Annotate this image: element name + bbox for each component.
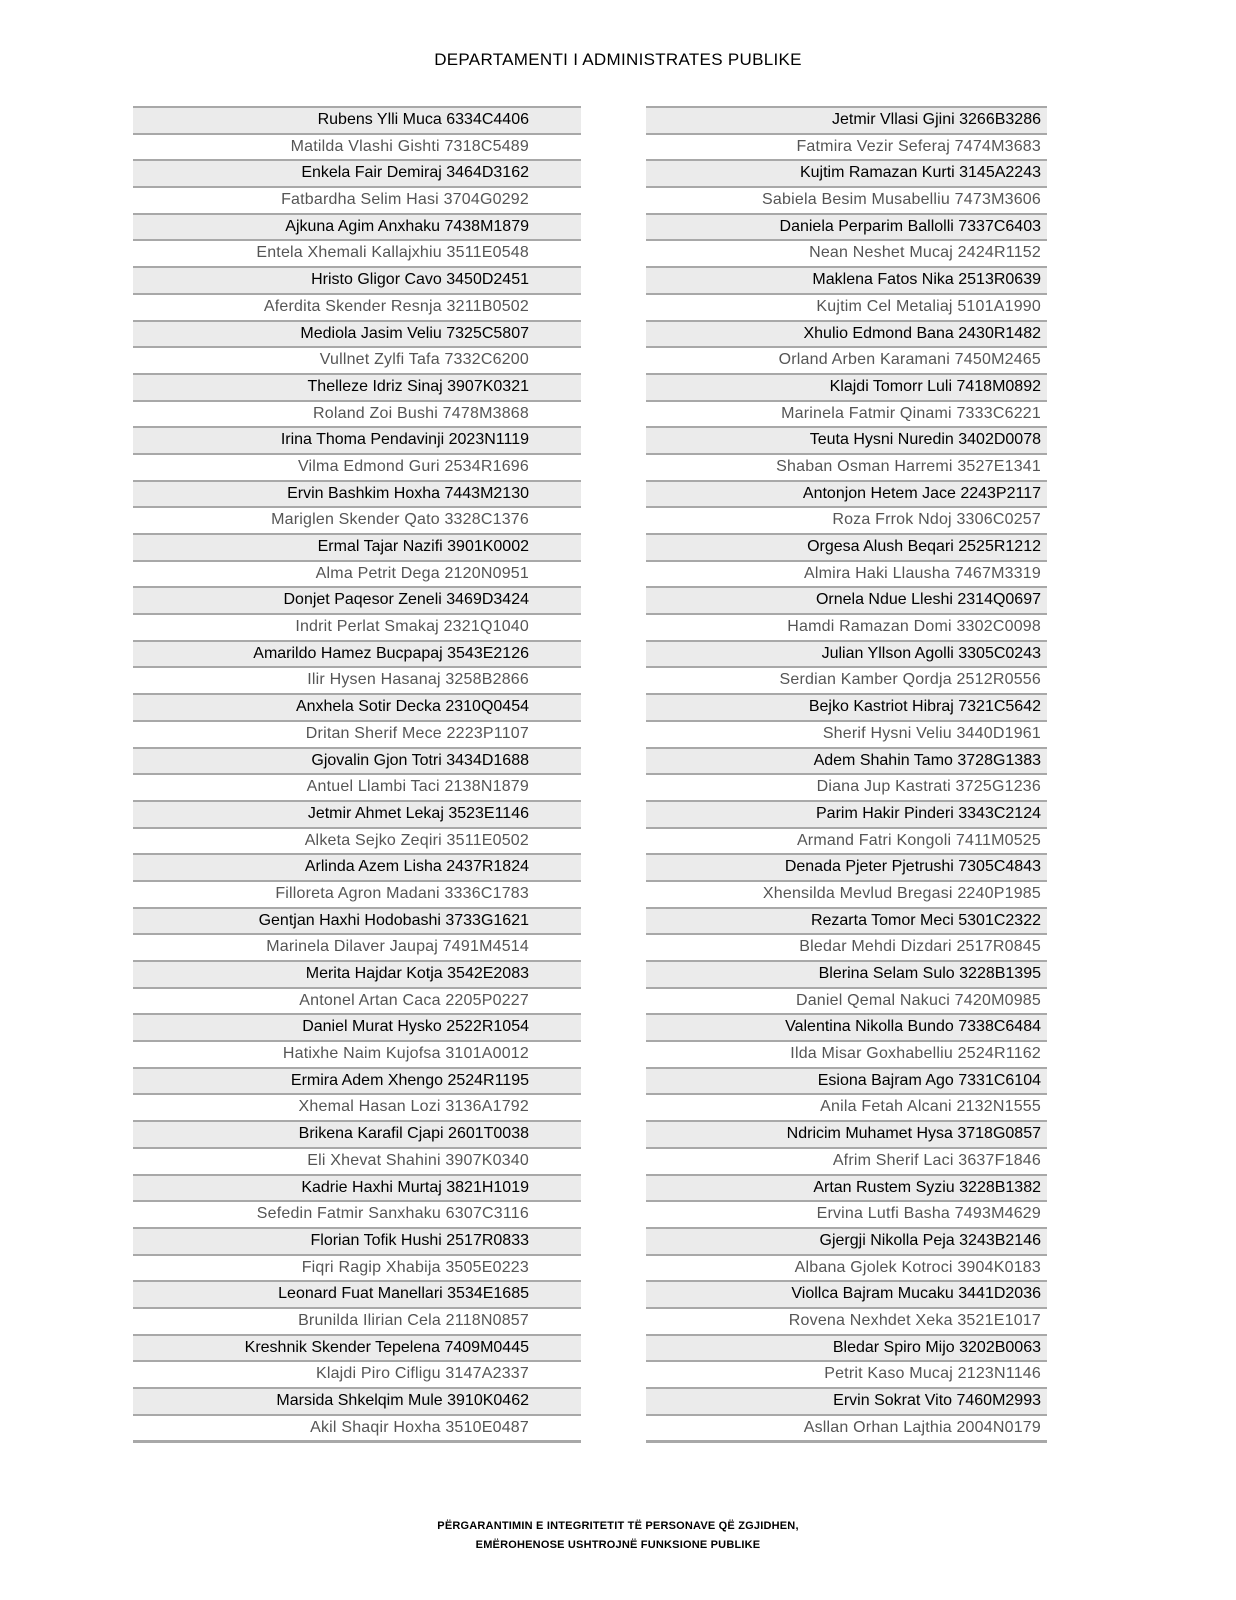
list-item: Shaban Osman Harremi 3527E1341 [646,453,1047,480]
list-item: Antonjon Hetem Jace 2243P2117 [646,480,1047,507]
list-item: Fiqri Ragip Xhabija 3505E0223 [133,1254,581,1281]
list-item: Antuel Llambi Taci 2138N1879 [133,773,581,800]
list-item: Fatbardha Selim Hasi 3704G0292 [133,186,581,213]
list-item: Klajdi Tomorr Luli 7418M0892 [646,373,1047,400]
list-item: Ndricim Muhamet Hysa 3718G0857 [646,1120,1047,1147]
list-item: Matilda Vlashi Gishti 7318C5489 [133,133,581,160]
list-item: Donjet Paqesor Zeneli 3469D3424 [133,586,581,613]
list-item: Gjergji Nikolla Peja 3243B2146 [646,1227,1047,1254]
list-item: Sherif Hysni Veliu 3440D1961 [646,720,1047,747]
list-item: Sefedin Fatmir Sanxhaku 6307C3116 [133,1200,581,1227]
list-item: Hristo Gligor Cavo 3450D2451 [133,266,581,293]
list-item: Aferdita Skender Resnja 3211B0502 [133,293,581,320]
list-item: Eli Xhevat Shahini 3907K0340 [133,1147,581,1174]
list-item: Ermal Tajar Nazifi 3901K0002 [133,533,581,560]
list-item: Bledar Spiro Mijo 3202B0063 [646,1334,1047,1361]
list-item: Kreshnik Skender Tepelena 7409M0445 [133,1334,581,1361]
page-title: DEPARTAMENTI I ADMINISTRATES PUBLIKE [434,50,802,69]
list-item: Parim Hakir Pinderi 3343C2124 [646,800,1047,827]
list-item: Roza Frrok Ndoj 3306C0257 [646,506,1047,533]
list-item: Kujtim Ramazan Kurti 3145A2243 [646,159,1047,186]
list-item: Alma Petrit Dega 2120N0951 [133,560,581,587]
list-item: Marinela Fatmir Qinami 7333C6221 [646,400,1047,427]
list-item: Kadrie Haxhi Murtaj 3821H1019 [133,1174,581,1201]
list-item: Viollca Bajram Mucaku 3441D2036 [646,1280,1047,1307]
list-item: Kujtim Cel Metaliaj 5101A1990 [646,293,1047,320]
list-item: Filloreta Agron Madani 3336C1783 [133,880,581,907]
list-item: Teuta Hysni Nuredin 3402D0078 [646,426,1047,453]
list-item: Brunilda Ilirian Cela 2118N0857 [133,1307,581,1334]
list-item: Mariglen Skender Qato 3328C1376 [133,506,581,533]
footer-line-2: EMËROHENOSE USHTROJNË FUNKSIONE PUBLIKE [475,1539,761,1551]
list-item: Indrit Perlat Smakaj 2321Q1040 [133,613,581,640]
list-item: Gjovalin Gjon Totri 3434D1688 [133,747,581,774]
left-name-list [133,106,581,1443]
list-item: Serdian Kamber Qordja 2512R0556 [646,666,1047,693]
list-item: Afrim Sherif Laci 3637F1846 [646,1147,1047,1174]
list-item: Bledar Mehdi Dizdari 2517R0845 [646,933,1047,960]
list-item: Julian Yllson Agolli 3305C0243 [646,640,1047,667]
list-item: Orland Arben Karamani 7450M2465 [646,346,1047,373]
list-item: Anxhela Sotir Decka 2310Q0454 [133,693,581,720]
list-item: Antonel Artan Caca 2205P0227 [133,987,581,1014]
list-item: Vilma Edmond Guri 2534R1696 [133,453,581,480]
list-item: Denada Pjeter Pjetrushi 7305C4843 [646,853,1047,880]
list-item: Enkela Fair Demiraj 3464D3162 [133,159,581,186]
list-item: Marinela Dilaver Jaupaj 7491M4514 [133,933,581,960]
list-item: Dritan Sherif Mece 2223P1107 [133,720,581,747]
list-item: Irina Thoma Pendavinji 2023N1119 [133,426,581,453]
list-item: Ornela Ndue Lleshi 2314Q0697 [646,586,1047,613]
list-item: Artan Rustem Syziu 3228B1382 [646,1174,1047,1201]
list-item: Ilir Hysen Hasanaj 3258B2866 [133,666,581,693]
list-item: Marsida Shkelqim Mule 3910K0462 [133,1387,581,1414]
list-item: Thelleze Idriz Sinaj 3907K0321 [133,373,581,400]
right-name-list [646,106,1047,1443]
list-item: Orgesa Alush Beqari 2525R1212 [646,533,1047,560]
footer-line-1: PËRGARANTIMIN E INTEGRITETIT TË PERSONAVE QË ZGJIDHEN, [437,1520,799,1532]
list-item: Esiona Bajram Ago 7331C6104 [646,1067,1047,1094]
list-item: Hatixhe Naim Kujofsa 3101A0012 [133,1040,581,1067]
list-item: Vullnet Zylfi Tafa 7332C6200 [133,346,581,373]
list-item: Xhensilda Mevlud Bregasi 2240P1985 [646,880,1047,907]
list-item: Jetmir Ahmet Lekaj 3523E1146 [133,800,581,827]
list-item: Gentjan Haxhi Hodobashi 3733G1621 [133,907,581,934]
list-item: Asllan Orhan Lajthia 2004N0179 [646,1414,1047,1441]
list-item: Ilda Misar Goxhabelliu 2524R1162 [646,1040,1047,1067]
list-item: Nean Neshet Mucaj 2424R1152 [646,239,1047,266]
list-item: Mediola Jasim Veliu 7325C5807 [133,320,581,347]
list-item: Akil Shaqir Hoxha 3510E0487 [133,1414,581,1441]
list-item: Leonard Fuat Manellari 3534E1685 [133,1280,581,1307]
list-item: Sabiela Besim Musabelliu 7473M3606 [646,186,1047,213]
list-item: Daniela Perparim Ballolli 7337C6403 [646,213,1047,240]
list-item: Rubens Ylli Muca 6334C4406 [133,106,581,133]
list-item: Brikena Karafil Cjapi 2601T0038 [133,1120,581,1147]
list-item: Armand Fatri Kongoli 7411M0525 [646,827,1047,854]
list-item: Valentina Nikolla Bundo 7338C6484 [646,1013,1047,1040]
list-item: Diana Jup Kastrati 3725G1236 [646,773,1047,800]
list-item: Jetmir Vllasi Gjini 3266B3286 [646,106,1047,133]
list-item: Ervin Sokrat Vito 7460M2993 [646,1387,1047,1414]
list-item: Adem Shahin Tamo 3728G1383 [646,747,1047,774]
list-item: Ajkuna Agim Anxhaku 7438M1879 [133,213,581,240]
list-item: Maklena Fatos Nika 2513R0639 [646,266,1047,293]
list-item: Anila Fetah Alcani 2132N1555 [646,1093,1047,1120]
page-footer [0,1517,1236,1555]
list-item: Almira Haki Llausha 7467M3319 [646,560,1047,587]
list-item: Entela Xhemali Kallajxhiu 3511E0548 [133,239,581,266]
list-item: Ermira Adem Xhengo 2524R1195 [133,1067,581,1094]
list-item: Rovena Nexhdet Xeka 3521E1017 [646,1307,1047,1334]
list-item: Amarildo Hamez Bucpapaj 3543E2126 [133,640,581,667]
list-item: Xhemal Hasan Lozi 3136A1792 [133,1093,581,1120]
list-item: Blerina Selam Sulo 3228B1395 [646,960,1047,987]
list-item: Ervin Bashkim Hoxha 7443M2130 [133,480,581,507]
list-item: Florian Tofik Hushi 2517R0833 [133,1227,581,1254]
list-item: Klajdi Piro Cifligu 3147A2337 [133,1360,581,1387]
list-bottom-rule [646,1440,1047,1443]
list-item: Hamdi Ramazan Domi 3302C0098 [646,613,1047,640]
list-item: Merita Hajdar Kotja 3542E2083 [133,960,581,987]
list-item: Bejko Kastriot Hibraj 7321C5642 [646,693,1047,720]
list-item: Xhulio Edmond Bana 2430R1482 [646,320,1047,347]
list-bottom-rule [133,1440,581,1443]
list-item: Albana Gjolek Kotroci 3904K0183 [646,1254,1047,1281]
list-item: Daniel Murat Hysko 2522R1054 [133,1013,581,1040]
list-item: Alketa Sejko Zeqiri 3511E0502 [133,827,581,854]
list-item: Rezarta Tomor Meci 5301C2322 [646,907,1047,934]
list-item: Petrit Kaso Mucaj 2123N1146 [646,1360,1047,1387]
list-item: Ervina Lutfi Basha 7493M4629 [646,1200,1047,1227]
list-item: Fatmira Vezir Seferaj 7474M3683 [646,133,1047,160]
list-item: Roland Zoi Bushi 7478M3868 [133,400,581,427]
list-item: Daniel Qemal Nakuci 7420M0985 [646,987,1047,1014]
list-item: Arlinda Azem Lisha 2437R1824 [133,853,581,880]
